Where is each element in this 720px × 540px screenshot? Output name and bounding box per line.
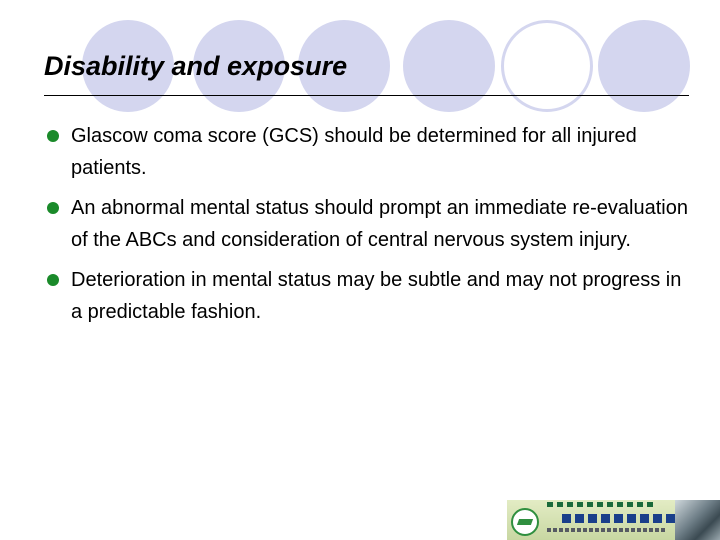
building-photo (675, 500, 720, 540)
title-underline (44, 95, 689, 96)
filled-circle-bullet-icon (47, 274, 59, 286)
logo-text-line (562, 514, 692, 523)
bullet-item (46, 192, 696, 256)
bullet-item (46, 264, 696, 328)
bullet-text: An abnormal mental status should prompt an immediate re-evaluation of the ABCs and consideration of central nervous system injury. (71, 197, 688, 251)
bullet-text: Deterioration in mental status may be subtle and may not progress in a predictable fashion. (71, 269, 682, 323)
decorative-circle (598, 20, 690, 112)
bullet-text: Glascow coma score (GCS) should be determined for all injured patients. (71, 125, 637, 179)
decorative-circle (403, 20, 495, 112)
decorative-circle (501, 20, 593, 112)
emblem-icon (511, 508, 539, 536)
logo-text-line (547, 528, 667, 532)
logo-text-line (547, 502, 657, 507)
hospital-department-logo-icon (507, 500, 720, 540)
filled-circle-bullet-icon (47, 202, 59, 214)
filled-circle-bullet-icon (47, 130, 59, 142)
slide-title: Disability and exposure (44, 51, 348, 81)
bullet-item (46, 120, 696, 184)
bullet-list (46, 120, 696, 336)
